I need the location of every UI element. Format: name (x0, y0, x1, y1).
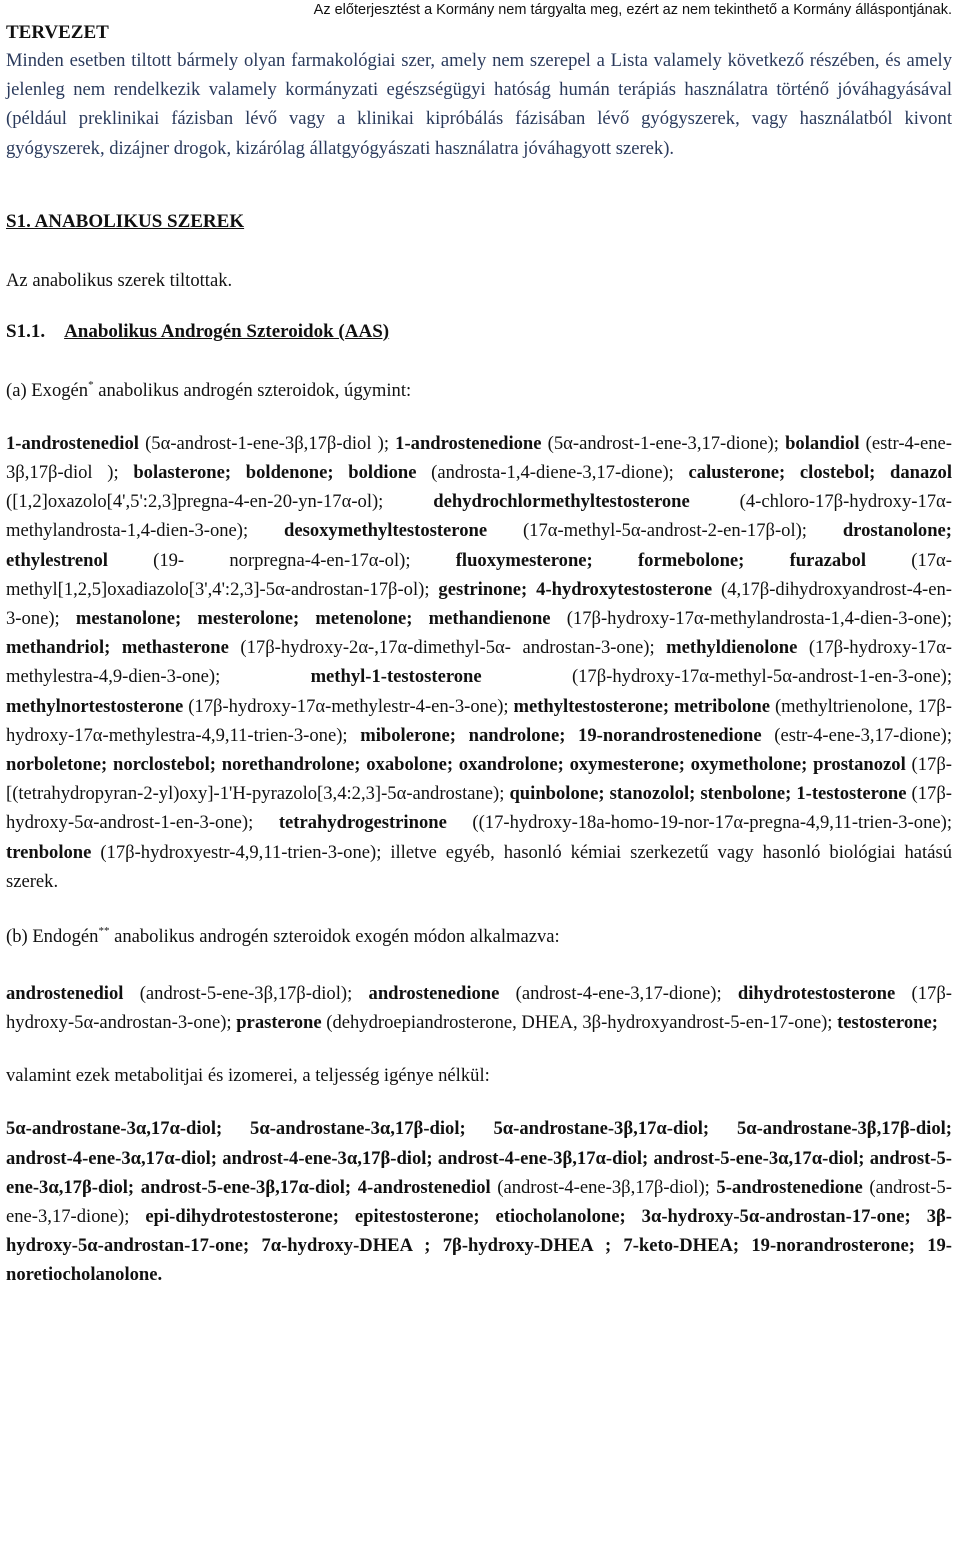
substance-name: testosterone; (837, 1012, 938, 1034)
substance-name: methyldienolone (666, 637, 798, 659)
chemical-description: (17α-methyl-5α-androst-2-en-17β-ol); (487, 520, 843, 542)
section-statement: Az anabolikus szerek tiltottak. (6, 269, 233, 291)
footnote-marker: ** (98, 925, 110, 938)
substance-name: epi-dihydrotestosterone; epitestosterone; etiocholanolone; 3α-hydroxy-5α-androstan-17-one; 3β-hydroxy-5α-androstan-17-one; 7α-hydroxy-DHEA ; 7β-hydroxy-DHEA ; 7-keto-DHEA; 19-norandrosterone; 19-noretiocholanolone. (6, 1206, 952, 1286)
chemical-description: (4,17β-dihydroxyandrost-4-en-3-one); (6, 578, 952, 630)
part-b-label-text: (b) Endogén (6, 926, 99, 948)
chemical-description: (17β-hydroxy-17α-methylandrosta-1,4-dien-3-one); (550, 608, 952, 630)
substance-name: 5α-androstane-3α,17α-diol; 5α-androstane-3α,17β-diol; 5α-androstane-3β,17α-diol; 5α-androstane-3β,17β-diol; androst-4-ene-3α,17α-diol; androst-4-ene-3α,17β-diol; androst-4-ene-3β,17α-diol; androst-5-ene-3α,17α-diol; androst-5-ene-3α,17β-diol; androst-5-ene-3β,17α-diol; 4-androstenediol (6, 1118, 952, 1198)
chemical-description: (17β-hydroxy-5α-androst-1-en-3-one); (6, 783, 952, 834)
chemical-description: (androst-5-ene-3β,17β-diol); (123, 983, 369, 1005)
subsection-number: S1.1. (6, 320, 46, 342)
substance-name: mestanolone; mesterolone; metenolone; methandienone (75, 608, 551, 630)
substance-name: mibolerone; nandrolone; 19-norandrostenedione (360, 724, 762, 746)
substance-name: methylnortestosterone (6, 695, 184, 717)
chemical-description: (5α-androst-1-ene-3,17-dione); (541, 432, 786, 454)
exogenous-substance-list (6, 429, 952, 896)
chemical-description: (17β-hydroxy-17α-methylestra-4,9-dien-3-one); (6, 637, 953, 688)
chemical-description: (estr-4-ene-3,17-dione); (761, 724, 952, 746)
chemical-description: (4-chloro-17β-hydroxy-17α-methylandrosta-1,4-dien-3-one); (6, 491, 952, 542)
draft-label: TERVEZET (6, 22, 109, 43)
substance-name: quinbolone; stanozolol; stenbolone; 1-testosterone (509, 783, 907, 805)
chemical-description: (dehydroepiandrosterone, DHEA, 3β-hydroxyandrost-5-en-17-one); (321, 1012, 838, 1034)
substance-name: prasterone (236, 1012, 322, 1034)
substance-name: methyltestosterone; metribolone (513, 695, 771, 717)
chemical-description: (androst-4-ene-3β,17β-diol); (490, 1176, 717, 1198)
substance-name: desoxymethyltestosterone (284, 520, 488, 542)
part-a-label-rest: anabolikus androgén szteroidok, úgymint: (93, 379, 412, 401)
chemical-description: (methyltrienolone, 17β-hydroxy-17α-methylestra-4,9,11-trien-3-one); (6, 695, 952, 746)
chemical-description: (17β-hydroxy-17α-methyl-5α-androst-1-en-3-one); (481, 666, 952, 688)
substance-name: norboletone; norclostebol; norethandrolone; oxabolone; oxandrolone; oxymesterone; oxymetholone; prostanozol (6, 754, 906, 776)
metabolite-list (6, 1114, 952, 1289)
chemical-description: (androsta-1,4-diene-3,17-dione); (416, 462, 689, 484)
part-b-label-rest: anabolikus androgén szteroidok exogén módon alkalmazva: (109, 926, 560, 948)
substance-name: dihydrotestosterone (737, 983, 896, 1005)
substance-name: 1-androstenedione (395, 432, 542, 454)
chemical-description: (17α-methyl[1,2,5]oxadiazolo[3',4':2,3]-5α-androstan-17β-ol); (6, 549, 952, 600)
subsection-title: Anabolikus Androgén Szteroidok (AAS) (64, 320, 390, 342)
substance-name: trenbolone (6, 841, 92, 863)
chemical-description: (estr-4-ene-3β,17β-diol ); (6, 432, 952, 484)
endogenous-substance-list (6, 979, 952, 1037)
substance-name: androstenedione (368, 983, 500, 1005)
substance-name: 5-androstenedione (716, 1176, 863, 1198)
metabolites-intro: valamint ezek metabolitjai és izomerei, a teljesség igénye nélkül: (6, 1065, 490, 1087)
chemical-description: (17β-hydroxy-2α-,17α-dimethyl-5α- androstan-3-one); (228, 637, 667, 659)
substance-name: 1-androstenediol (6, 432, 139, 454)
substance-name: bolasterone; boldenone; boldione (133, 462, 417, 484)
chemical-description: ([1,2]oxazolo[4',5':2,3]pregna-4-en-20-yn-17α-ol); (6, 491, 434, 513)
footnote-marker: * (88, 378, 94, 391)
substance-name: bolandiol (785, 432, 860, 454)
chemical-description: (androst-4-ene-3,17-dione); (499, 983, 738, 1005)
substance-name: fluoxymesterone; formebolone; furazabol (455, 549, 867, 571)
chemical-description: (17β-hydroxy-5α-androstan-3-one); (6, 983, 952, 1034)
substance-name: dehydrochlormethyltestosterone (433, 491, 690, 513)
part-b-label (6, 922, 952, 951)
substance-name: methyl-1-testosterone (310, 666, 482, 688)
government-notice: Az előterjesztést a Kormány nem tárgyalta meg, ezért az nem tekinthető a Kormány álláspontjának. (313, 2, 952, 18)
substance-name: gestrinone; 4-hydroxytestosterone (438, 578, 713, 600)
chemical-description: (5α-androst-1-ene-3β,17β-diol ); (138, 432, 396, 454)
section-heading-s1: S1. ANABOLIKUS SZEREK (6, 210, 245, 232)
chemical-description: (17β-hydroxy-17α-methylestr-4-en-3-one); (183, 695, 514, 717)
substance-name: methandriol; methasterone (6, 637, 229, 659)
subsection-heading-s1-1 (6, 317, 952, 346)
chemical-description: (17β-[(tetrahydropyran-2-yl)oxy]-1'H-pyrazolo[3,4:2,3]-5α-androstane); (6, 754, 952, 805)
part-a-label (6, 376, 952, 405)
part-a-label-text: (a) Exogén (6, 379, 89, 401)
chemical-description: (17β-hydroxyestr-4,9,11-trien-3-one); illetve egyéb, hasonló kémiai szerkezetű vagy hasonló biológiai hatású szerek. (6, 841, 952, 892)
chemical-description: (androst-5-ene-3,17-dione); (6, 1176, 952, 1228)
substance-name: androstenediol (6, 983, 124, 1005)
chemical-description: ((17-hydroxy-18a-homo-19-nor-17α-pregna-4,9,11-trien-3-one); (446, 812, 952, 834)
substance-name: calusterone; clostebol; danazol (688, 462, 952, 484)
intro-paragraph: Minden esetben tiltott bármely olyan farmakológiai szer, amely nem szerepel a Lista valamely következő részében, és amely jelenleg nem rendelkezik valamely kormányzati egészségügyi hatóság humán terápiás használatra történő jóváhagyásával (például preklinikai fázisban lévő vagy a klinikai kipróbálás fázisában lévő gyógyszerek, vagy használatból kivont gyógyszerek, dizájner drogok, kizárólag állatgyógyászati használatra jóváhagyott szerek). (6, 50, 952, 159)
substance-name: tetrahydrogestrinone (278, 812, 447, 834)
chemical-description: (19- norpregna-4-en-17α-ol); (107, 549, 456, 571)
substance-name: drostanolone; ethylestrenol (6, 520, 952, 571)
